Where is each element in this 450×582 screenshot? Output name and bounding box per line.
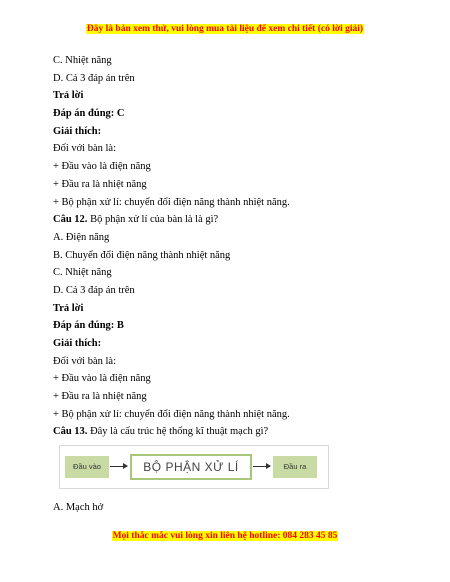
arrow-right-icon: [110, 466, 127, 467]
text-line: + Bộ phận xử lí: chuyển đổi điện năng thành nhiệt năng.: [53, 408, 290, 420]
question-12-block: [53, 229, 423, 424]
diagram-input-box: Đầu vào: [65, 456, 109, 478]
text-line: + Đầu vào là điện năng: [53, 373, 151, 385]
question-13-text: Đây là cấu trúc hệ thống kĩ thuật mạch gì?: [87, 426, 269, 438]
text-line: + Đầu ra là nhiệt năng: [53, 391, 147, 403]
system-structure-diagram: [59, 445, 329, 489]
text-line: C. Nhiệt năng: [53, 267, 112, 279]
text-line: B. Chuyển đổi điện năng thành nhiệt năng: [53, 249, 231, 261]
arrow-right-icon: [253, 466, 270, 467]
text-line: Trả lời: [53, 302, 84, 314]
diagram-process-box: BỘ PHẬN XỬ LÍ: [130, 454, 252, 480]
text-line: Giải thích:: [53, 338, 102, 349]
question-13-label: Câu 13.: [53, 426, 88, 438]
document-content: [53, 52, 423, 517]
answer-option-a: A. Mạch hở: [53, 502, 104, 514]
hotline-text: Mọi thắc mắc vui lòng xin liên hệ hotline: 084 283 45 85: [112, 531, 338, 541]
question-13-heading: [53, 423, 423, 441]
question-12-text: Bộ phận xử lí của bàn là là gì?: [87, 214, 219, 226]
question-12-heading: [53, 211, 423, 229]
text-line: Đối với bàn là:: [53, 143, 116, 155]
text-line: A. Điện năng: [53, 231, 110, 243]
text-line: Trả lời: [53, 90, 84, 102]
text-line: + Bộ phận xử lí: chuyển đổi điện năng thành nhiệt năng.: [53, 196, 290, 208]
diagram-output-box: Đầu ra: [273, 456, 317, 478]
text-line: Đáp án đúng: B: [53, 320, 124, 332]
text-line: + Đầu vào là điện năng: [53, 161, 151, 173]
question-11-answer-block: [53, 52, 423, 211]
text-line: Giải thích:: [53, 125, 102, 137]
text-line: Đối với bàn là:: [53, 355, 116, 367]
hotline-footer: [0, 531, 450, 541]
question-12-label: Câu 12.: [53, 214, 88, 226]
text-line: D. Cả 3 đáp án trên: [53, 284, 135, 296]
text-line: Đáp án đúng: C: [53, 108, 125, 120]
preview-notice-text: Đây là bản xem thử, vui lòng mua tài liệu để xem chi tiết (có lời giải): [86, 24, 364, 34]
text-line: D. Cả 3 đáp án trên: [53, 72, 135, 84]
text-line: + Đầu ra là nhiệt năng: [53, 178, 147, 190]
preview-notice-banner: [0, 24, 450, 34]
text-line: C. Nhiệt năng: [53, 55, 112, 66]
